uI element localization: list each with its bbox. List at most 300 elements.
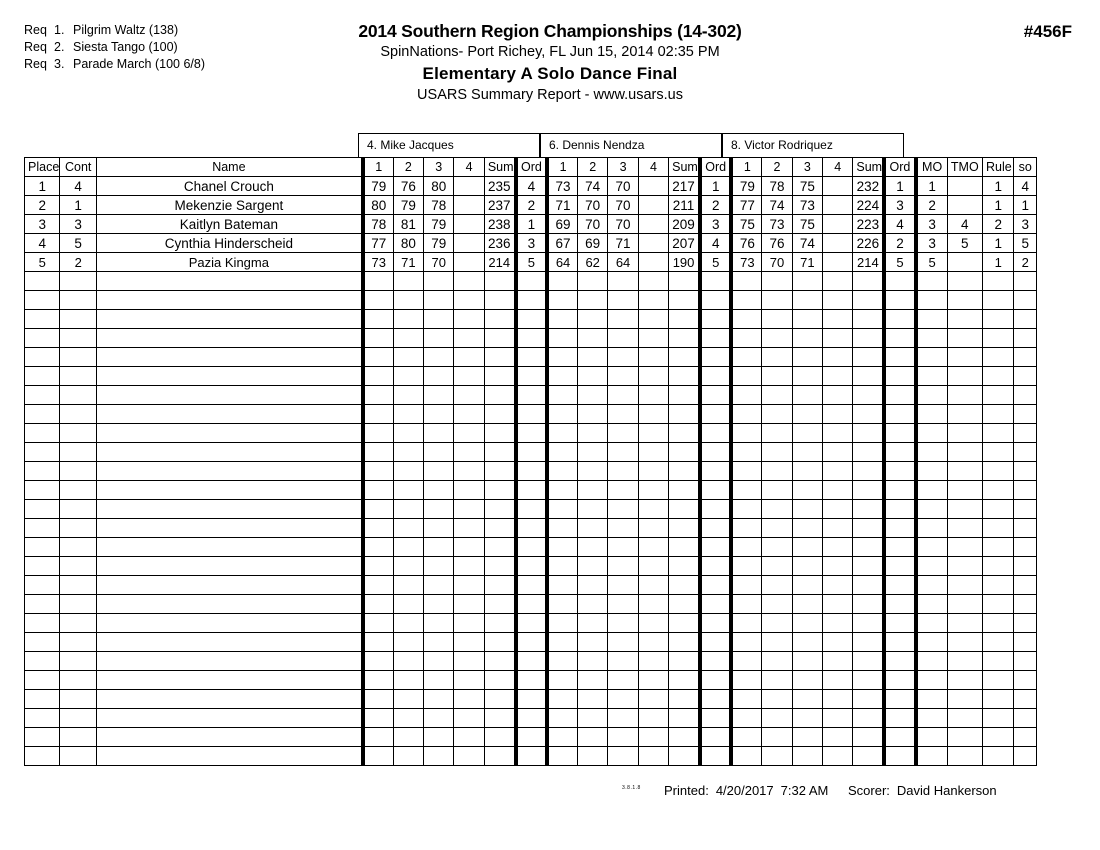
cell-j3-sum: [853, 728, 884, 747]
cell-j3-ord: 3: [884, 196, 915, 215]
cell-j2-mark-3: [608, 405, 638, 424]
cell-j2-mark-3: [608, 709, 638, 728]
cell-tmo: [947, 196, 982, 215]
cell-j1-sum: 238: [484, 215, 515, 234]
cell-j3-mark-1: [731, 405, 761, 424]
cell-cont: [60, 272, 96, 291]
cell-cont: [60, 519, 96, 538]
cell-j2-sum: [669, 690, 700, 709]
cell-j3-sum: [853, 557, 884, 576]
cell-j3-mark-4: [823, 671, 853, 690]
cell-j3-mark-1: [731, 386, 761, 405]
cell-place: [25, 367, 60, 386]
cell-j2-mark-1: [547, 424, 577, 443]
table-row-empty[interactable]: [25, 291, 1037, 310]
cell-j1-mark-3: [424, 519, 454, 538]
table-row-empty[interactable]: [25, 310, 1037, 329]
cell-rule: [983, 633, 1014, 652]
cell-tmo: [947, 405, 982, 424]
cell-place: [25, 595, 60, 614]
judge-group-header: 8. Victor Rodriquez: [722, 133, 904, 157]
cell-j2-mark-3: 71: [608, 234, 638, 253]
cell-j3-sum: [853, 519, 884, 538]
cell-j2-ord: [700, 386, 731, 405]
cell-j1-mark-3: 78: [424, 196, 454, 215]
cell-j2-mark-4: [638, 671, 668, 690]
cell-j3-ord: [884, 367, 915, 386]
cell-j3-mark-4: [823, 519, 853, 538]
cell-name: Cynthia Hinderscheid: [96, 234, 362, 253]
cell-j1-mark-4: [454, 443, 484, 462]
cell-rule: [983, 728, 1014, 747]
cell-j3-sum: 223: [853, 215, 884, 234]
cell-j3-sum: [853, 690, 884, 709]
cell-j2-mark-3: [608, 443, 638, 462]
cell-tmo: [947, 557, 982, 576]
cell-so: [1014, 633, 1037, 652]
cell-j2-mark-1: [547, 633, 577, 652]
cell-j1-ord: [516, 481, 547, 500]
cell-so: [1014, 367, 1037, 386]
cell-cont: [60, 500, 96, 519]
cell-j3-sum: 226: [853, 234, 884, 253]
cell-j1-mark-2: [393, 728, 423, 747]
cell-j3-mark-1: [731, 652, 761, 671]
cell-j3-ord: [884, 348, 915, 367]
cell-rule: [983, 424, 1014, 443]
cell-j1-mark-2: 80: [393, 234, 423, 253]
cell-mo: [916, 310, 947, 329]
cell-so: [1014, 500, 1037, 519]
cell-rule: [983, 747, 1014, 766]
cell-j1-mark-3: [424, 481, 454, 500]
cell-j3-sum: [853, 538, 884, 557]
cell-j1-mark-4: [454, 367, 484, 386]
cell-rule: [983, 671, 1014, 690]
cell-j1-mark-1: 73: [363, 253, 393, 272]
cell-j3-mark-3: [792, 386, 822, 405]
cell-j2-mark-2: [577, 462, 607, 481]
version-stamp: 3.8.1.8: [622, 785, 641, 791]
cell-j2-ord: [700, 367, 731, 386]
cell-j3-mark-4: [823, 386, 853, 405]
cell-j3-mark-4: [823, 557, 853, 576]
table-row-empty[interactable]: [25, 272, 1037, 291]
printed-info: [664, 783, 828, 798]
cell-tmo: [947, 519, 982, 538]
cell-so: [1014, 538, 1037, 557]
cell-j2-ord: [700, 595, 731, 614]
cell-j1-mark-2: [393, 386, 423, 405]
cell-j3-mark-2: [762, 272, 792, 291]
cell-j2-mark-2: [577, 728, 607, 747]
cell-place: [25, 272, 60, 291]
cell-rule: 1: [983, 196, 1014, 215]
cell-j1-sum: [484, 310, 515, 329]
cell-j3-mark-4: [823, 310, 853, 329]
cell-rule: [983, 443, 1014, 462]
table-row-empty[interactable]: [25, 614, 1037, 633]
cell-j1-mark-1: [363, 690, 393, 709]
cell-j2-mark-2: 62: [577, 253, 607, 272]
table-row-empty[interactable]: [25, 595, 1037, 614]
cell-so: [1014, 329, 1037, 348]
cell-j1-mark-4: [454, 747, 484, 766]
cell-tmo: [947, 424, 982, 443]
cell-j1-ord: [516, 291, 547, 310]
cell-j3-mark-3: [792, 614, 822, 633]
cell-j2-mark-4: [638, 348, 668, 367]
cell-j2-sum: [669, 481, 700, 500]
printed-time: 7:32 AM: [780, 783, 829, 798]
cell-j2-mark-2: [577, 329, 607, 348]
cell-name: [96, 272, 362, 291]
cell-j2-sum: [669, 633, 700, 652]
cell-cont: [60, 595, 96, 614]
cell-cont: 5: [60, 234, 96, 253]
cell-j2-ord: [700, 272, 731, 291]
cell-j2-mark-4: [638, 272, 668, 291]
table-row[interactable]: [25, 215, 1037, 234]
cell-j3-ord: [884, 405, 915, 424]
cell-j3-mark-4: [823, 177, 853, 196]
cell-place: [25, 462, 60, 481]
cell-j2-mark-1: 67: [547, 234, 577, 253]
cell-j2-mark-2: [577, 500, 607, 519]
cell-so: 4: [1014, 177, 1037, 196]
results-table-body: [25, 177, 1037, 766]
cell-j1-mark-1: [363, 728, 393, 747]
cell-place: [25, 500, 60, 519]
table-row-empty[interactable]: [25, 671, 1037, 690]
cell-j3-mark-4: [823, 747, 853, 766]
cell-j2-ord: [700, 633, 731, 652]
cell-j3-mark-1: [731, 462, 761, 481]
cell-rule: 1: [983, 234, 1014, 253]
table-row[interactable]: [25, 196, 1037, 215]
col-header-j2-mark-4: 4: [638, 158, 668, 177]
cell-j1-mark-2: [393, 348, 423, 367]
table-row-empty[interactable]: [25, 576, 1037, 595]
cell-j2-mark-2: [577, 576, 607, 595]
cell-j2-mark-2: [577, 424, 607, 443]
cell-cont: [60, 728, 96, 747]
cell-j1-mark-1: [363, 576, 393, 595]
cell-j2-mark-4: [638, 253, 668, 272]
cell-cont: [60, 405, 96, 424]
cell-so: [1014, 652, 1037, 671]
table-row-empty[interactable]: [25, 348, 1037, 367]
cell-j1-mark-3: [424, 386, 454, 405]
cell-j1-sum: [484, 595, 515, 614]
cell-j3-mark-3: 73: [792, 196, 822, 215]
cell-j1-mark-2: [393, 690, 423, 709]
cell-j1-mark-3: [424, 310, 454, 329]
table-row-empty[interactable]: [25, 367, 1037, 386]
cell-j1-mark-2: [393, 576, 423, 595]
col-header-j3-ord: Ord: [884, 158, 915, 177]
table-row[interactable]: [25, 234, 1037, 253]
cell-j1-ord: [516, 747, 547, 766]
cell-j3-mark-2: [762, 614, 792, 633]
cell-j3-mark-3: [792, 557, 822, 576]
cell-j1-mark-3: [424, 671, 454, 690]
cell-rule: [983, 614, 1014, 633]
cell-name: [96, 291, 362, 310]
cell-j2-mark-4: [638, 690, 668, 709]
cell-place: [25, 728, 60, 747]
table-row-empty[interactable]: [25, 500, 1037, 519]
cell-name: [96, 329, 362, 348]
cell-j1-mark-2: [393, 310, 423, 329]
cell-j3-mark-3: 75: [792, 215, 822, 234]
cell-j3-mark-4: [823, 728, 853, 747]
cell-j2-ord: [700, 671, 731, 690]
cell-j3-mark-3: [792, 709, 822, 728]
cell-j2-mark-1: [547, 310, 577, 329]
table-row-empty[interactable]: [25, 329, 1037, 348]
cell-j3-mark-4: [823, 215, 853, 234]
cell-j3-sum: [853, 595, 884, 614]
cell-j2-mark-1: [547, 291, 577, 310]
col-header-j1-mark-1: 1: [363, 158, 393, 177]
cell-name: [96, 443, 362, 462]
cell-j1-mark-2: [393, 633, 423, 652]
cell-j1-mark-1: [363, 652, 393, 671]
cell-j2-mark-2: [577, 291, 607, 310]
cell-j3-mark-4: [823, 291, 853, 310]
table-row-empty[interactable]: [25, 747, 1037, 766]
cell-tmo: [947, 291, 982, 310]
col-header-place: Place: [25, 158, 60, 177]
cell-j3-mark-4: [823, 709, 853, 728]
cell-rule: [983, 576, 1014, 595]
cell-j1-mark-3: 80: [424, 177, 454, 196]
cell-j3-ord: [884, 671, 915, 690]
cell-j1-ord: [516, 519, 547, 538]
cell-j2-mark-3: 64: [608, 253, 638, 272]
cell-j2-sum: [669, 291, 700, 310]
cell-j1-ord: [516, 614, 547, 633]
cell-mo: 5: [916, 253, 947, 272]
table-row-empty[interactable]: [25, 481, 1037, 500]
cell-j1-mark-2: 81: [393, 215, 423, 234]
cell-j2-mark-2: 70: [577, 215, 607, 234]
cell-j2-mark-3: [608, 272, 638, 291]
cell-j3-ord: [884, 519, 915, 538]
cell-j2-sum: [669, 500, 700, 519]
requirement-text: Parade March (100 6/8): [73, 57, 206, 71]
cell-j1-mark-2: [393, 481, 423, 500]
cell-name: Chanel Crouch: [96, 177, 362, 196]
cell-j1-mark-1: [363, 462, 393, 481]
cell-j1-mark-4: [454, 576, 484, 595]
cell-j2-mark-4: [638, 405, 668, 424]
cell-j1-ord: 1: [516, 215, 547, 234]
cell-j2-mark-2: [577, 481, 607, 500]
cell-rule: [983, 462, 1014, 481]
cell-j1-mark-2: [393, 462, 423, 481]
table-row-empty[interactable]: [25, 443, 1037, 462]
cell-j1-sum: [484, 728, 515, 747]
cell-j2-mark-2: 74: [577, 177, 607, 196]
cell-cont: [60, 329, 96, 348]
cell-mo: [916, 291, 947, 310]
cell-j3-mark-1: 75: [731, 215, 761, 234]
cell-j3-ord: [884, 595, 915, 614]
cell-j3-mark-1: [731, 519, 761, 538]
cell-name: [96, 500, 362, 519]
cell-j3-ord: [884, 633, 915, 652]
table-row-empty[interactable]: [25, 386, 1037, 405]
table-row-empty[interactable]: [25, 424, 1037, 443]
cell-j3-sum: [853, 329, 884, 348]
cell-j2-mark-3: 70: [608, 215, 638, 234]
table-row-empty[interactable]: [25, 405, 1037, 424]
cell-j1-mark-2: [393, 747, 423, 766]
table-row-empty[interactable]: [25, 462, 1037, 481]
table-row-empty[interactable]: [25, 557, 1037, 576]
cell-j2-mark-1: [547, 652, 577, 671]
cell-so: [1014, 519, 1037, 538]
cell-j1-sum: [484, 519, 515, 538]
cell-cont: 3: [60, 215, 96, 234]
cell-j1-mark-1: [363, 633, 393, 652]
cell-j2-sum: [669, 367, 700, 386]
cell-j1-ord: [516, 500, 547, 519]
cell-place: [25, 709, 60, 728]
cell-j2-mark-1: [547, 462, 577, 481]
cell-j3-mark-1: [731, 500, 761, 519]
cell-j3-mark-4: [823, 443, 853, 462]
cell-j1-sum: 214: [484, 253, 515, 272]
cell-place: 3: [25, 215, 60, 234]
table-row[interactable]: [25, 253, 1037, 272]
cell-j3-sum: 214: [853, 253, 884, 272]
table-row-empty[interactable]: [25, 728, 1037, 747]
cell-cont: [60, 481, 96, 500]
cell-j2-mark-4: [638, 234, 668, 253]
cell-j3-mark-2: [762, 367, 792, 386]
cell-cont: [60, 462, 96, 481]
cell-j3-mark-2: 76: [762, 234, 792, 253]
table-row-empty[interactable]: [25, 690, 1037, 709]
cell-j3-mark-1: [731, 633, 761, 652]
cell-j2-ord: [700, 462, 731, 481]
cell-j2-ord: 5: [700, 253, 731, 272]
cell-j1-mark-4: [454, 519, 484, 538]
cell-j3-sum: [853, 500, 884, 519]
cell-rule: [983, 557, 1014, 576]
cell-j3-mark-2: [762, 462, 792, 481]
cell-j3-ord: 1: [884, 177, 915, 196]
cell-j3-sum: [853, 652, 884, 671]
cell-j1-mark-3: [424, 272, 454, 291]
cell-place: [25, 576, 60, 595]
cell-rule: [983, 367, 1014, 386]
cell-j3-sum: [853, 747, 884, 766]
cell-j1-sum: [484, 500, 515, 519]
cell-j1-mark-4: [454, 690, 484, 709]
cell-j2-mark-2: [577, 367, 607, 386]
event-venue-line: SpinNations- Port Richey, FL Jun 15, 2014 02:35 PM: [380, 44, 720, 60]
cell-j1-sum: [484, 386, 515, 405]
cell-place: [25, 329, 60, 348]
cell-name: [96, 519, 362, 538]
cell-j3-mark-2: [762, 576, 792, 595]
cell-j1-ord: [516, 386, 547, 405]
cell-j3-ord: 2: [884, 234, 915, 253]
cell-j1-mark-2: [393, 500, 423, 519]
cell-place: [25, 310, 60, 329]
cell-j2-mark-1: [547, 481, 577, 500]
table-row-empty[interactable]: [25, 519, 1037, 538]
cell-j2-mark-3: [608, 633, 638, 652]
cell-j1-mark-1: 77: [363, 234, 393, 253]
cell-j1-mark-3: [424, 747, 454, 766]
cell-j1-mark-2: [393, 272, 423, 291]
cell-j1-sum: [484, 405, 515, 424]
cell-j3-sum: [853, 576, 884, 595]
cell-j1-mark-4: [454, 386, 484, 405]
col-header-j3-mark-2: 2: [762, 158, 792, 177]
cell-place: [25, 633, 60, 652]
cell-mo: [916, 500, 947, 519]
cell-cont: [60, 671, 96, 690]
cell-j3-mark-3: [792, 481, 822, 500]
cell-j1-mark-3: [424, 728, 454, 747]
cell-j2-sum: [669, 424, 700, 443]
cell-j1-mark-1: [363, 519, 393, 538]
cell-rule: [983, 329, 1014, 348]
cell-j1-mark-4: [454, 728, 484, 747]
table-row-empty[interactable]: [25, 709, 1037, 728]
cell-j1-mark-4: [454, 500, 484, 519]
cell-j1-mark-3: [424, 500, 454, 519]
cell-j3-mark-1: [731, 709, 761, 728]
table-row-empty[interactable]: [25, 538, 1037, 557]
cell-cont: [60, 557, 96, 576]
cell-j3-ord: [884, 272, 915, 291]
col-header-cont: Cont: [60, 158, 96, 177]
cell-j3-mark-3: [792, 462, 822, 481]
cell-j1-ord: [516, 405, 547, 424]
table-row[interactable]: [25, 177, 1037, 196]
cell-j1-mark-1: [363, 310, 393, 329]
cell-j1-ord: [516, 310, 547, 329]
cell-j2-mark-3: [608, 595, 638, 614]
cell-tmo: [947, 500, 982, 519]
col-header-j1-mark-4: 4: [454, 158, 484, 177]
cell-j3-ord: [884, 310, 915, 329]
cell-so: [1014, 443, 1037, 462]
cell-cont: [60, 709, 96, 728]
cell-j3-ord: 4: [884, 215, 915, 234]
cell-j1-sum: [484, 690, 515, 709]
table-row-empty[interactable]: [25, 652, 1037, 671]
table-row-empty[interactable]: [25, 633, 1037, 652]
cell-rule: [983, 709, 1014, 728]
cell-j2-sum: [669, 519, 700, 538]
cell-j3-mark-2: [762, 291, 792, 310]
requirement-tag: Req: [24, 23, 47, 37]
cell-j1-mark-1: [363, 424, 393, 443]
cell-so: [1014, 557, 1037, 576]
report-subtitle: USARS Summary Report - www.usars.us: [417, 87, 683, 103]
cell-j1-sum: [484, 576, 515, 595]
cell-j3-mark-1: [731, 614, 761, 633]
cell-j1-mark-4: [454, 538, 484, 557]
